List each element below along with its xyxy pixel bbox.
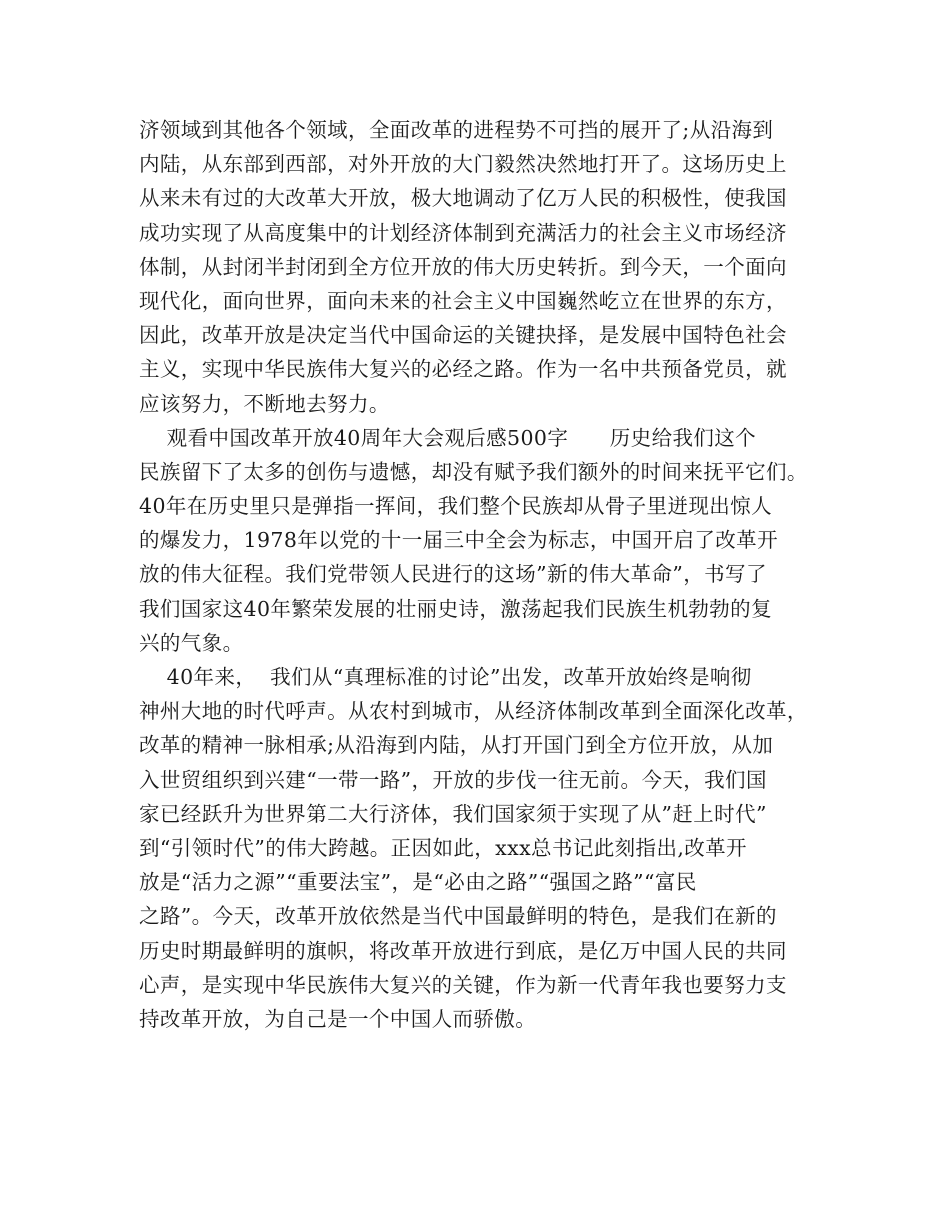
text-line: 之路”。今天，改革开放依然是当代中国最鲜明的特色，是我们在新的 [139,904,777,929]
text-line: 40年在历史里只是弹指一挥间，我们整个民族却从骨子里迸现出惊人 [139,494,772,519]
text-line: 观看中国改革开放40周年大会观后感500字 历史给我们这个 [139,425,757,450]
body-text [139,113,829,1036]
text-line: 改革的精神一脉相承;从沿海到内陆，从打开国门到全方位开放，从加 [139,733,774,758]
text-line: 到“引领时代”的伟大跨越。正因如此，xxx总书记此刻指出,改革开 [139,835,747,860]
text-line: 历史时期最鲜明的旗帜，将改革开放进行到底，是亿万中国人民的共同 [139,938,787,963]
text-line: 我们国家这40年繁荣发展的壮丽史诗，激荡起我们民族生机勃勃的复 [139,596,772,621]
text-line: 内陆，从东部到西部，对外开放的大门毅然决然地打开了。这场历史上 [139,152,787,177]
text-line: 主义，实现中华民族伟大复兴的必经之路。作为一名中共预备党员，就 [139,357,787,382]
text-line: 的爆发力，1978年以党的十一届三中全会为标志，中国开启了改革开 [139,528,778,553]
text-line: 因此，改革开放是决定当代中国命运的关键抉择，是发展中国特色社会 [139,323,787,348]
text-line: 现代化，面向世界，面向未来的社会主义中国巍然屹立在世界的东方， [139,288,787,313]
text-line: 放是“活力之源”“重要法宝”，是“必由之路”“强国之路”“富民 [139,870,697,895]
text-line: 家已经跃升为世界第二大行济体，我们国家须于实现了从”赶上时代” [139,801,767,826]
text-line: 心声，是实现中华民族伟大复兴的关键，作为新一代青年我也要努力支 [139,972,787,997]
text-line: 40年来， 我们从“真理标准的讨论”出发，改革开放始终是响彻 [139,665,752,689]
text-line: 应该努力，不断地去努力。 [139,391,390,416]
text-line: 从来未有过的大改革大开放，极大地调动了亿万人民的积极性，使我国 [139,186,787,211]
text-line: 放的伟大征程。我们党带领人民进行的这场”新的伟大革命”，书写了 [139,562,767,587]
text-line: 体制，从封闭半封闭到全方位开放的伟大历史转折。到今天，一个面向 [139,254,787,279]
text-line: 民族留下了太多的创伤与遗憾，却没有赋予我们额外的时间来抚平它们。 [139,459,808,484]
text-line: 兴的气象。 [139,630,244,655]
text-line: 神州大地的时代呼声。从农村到城市，从经济体制改革到全面深化改革， [139,699,808,724]
text-line: 成功实现了从高度集中的计划经济体制到充满活力的社会主义市场经济 [139,220,787,245]
text-line: 济领域到其他各个领域，全面改革的进程势不可挡的展开了;从沿海到 [139,118,774,142]
text-line: 持改革开放，为自己是一个中国人而骄傲。 [139,1006,537,1031]
text-line: 入世贸组织到兴建“一带一路”，开放的步伐一往无前。今天，我们国 [139,767,767,792]
